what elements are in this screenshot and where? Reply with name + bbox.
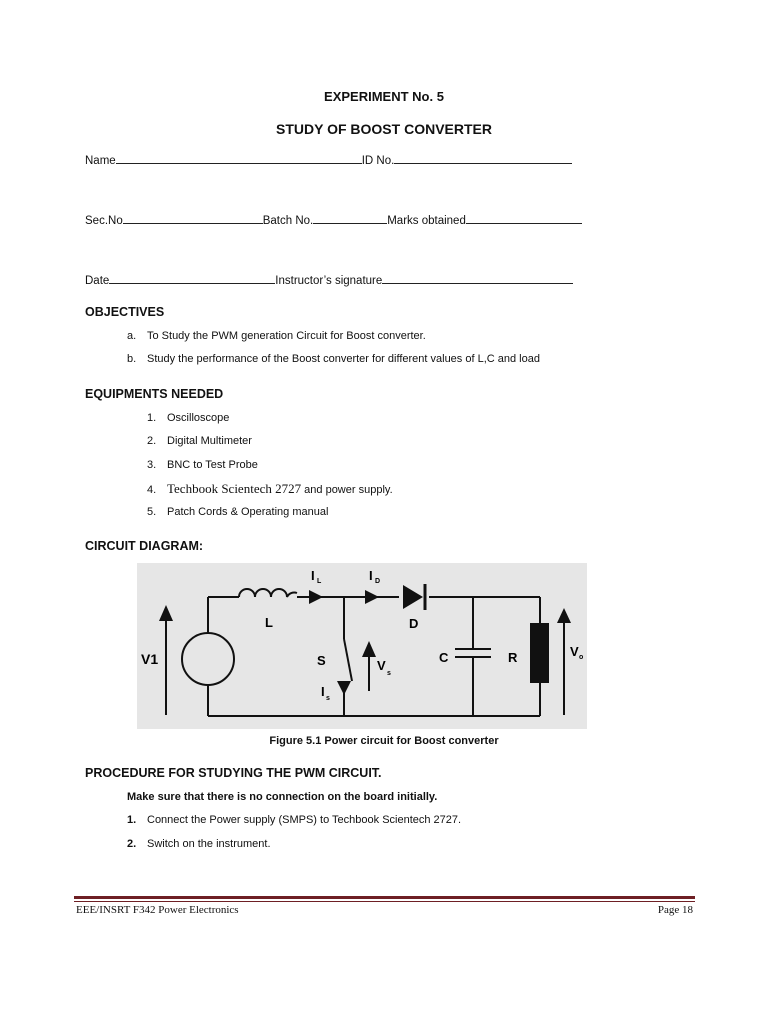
il-sub-label: L <box>317 578 322 585</box>
batch-label: Batch No. <box>262 215 314 227</box>
boost-converter-circuit <box>137 563 587 729</box>
vs-label: V <box>377 658 386 673</box>
equipment-item: 4. Techbook Scientech 2727 and power supply. <box>147 481 393 496</box>
signature-blank[interactable] <box>382 272 573 284</box>
marks-blank[interactable] <box>466 212 582 224</box>
date-blank[interactable] <box>109 272 275 284</box>
footer-rule <box>74 901 695 902</box>
circuit-heading: CIRCUIT DIAGRAM: <box>85 539 204 553</box>
experiment-number: EXPERIMENT No. 5 <box>324 89 444 104</box>
capacitor-label: C <box>439 650 449 665</box>
vo-sub-label: o <box>579 654 584 661</box>
id-label: I <box>369 568 373 583</box>
resistor-label: R <box>508 650 518 665</box>
resistor <box>530 623 549 683</box>
batch-blank[interactable] <box>313 212 387 224</box>
equipments-heading: EQUIPMENTS NEEDED <box>85 387 224 401</box>
equipment-item: 5. Patch Cords & Operating manual <box>147 506 329 518</box>
sec-label: Sec.No <box>85 215 123 227</box>
footer-course: EEE/INSRT F342 Power Electronics <box>76 904 239 916</box>
procedure-note: Make sure that there is no connection on the board initially. <box>127 791 438 803</box>
vs-sub-label: s <box>387 670 391 677</box>
switch-label: S <box>317 653 326 668</box>
equipment-item: 3. BNC to Test Probe <box>147 459 258 471</box>
objective-item: b. Study the performance of the Boost converter for different values of L,C and load <box>127 353 540 365</box>
footer-rule <box>74 896 695 899</box>
figure-caption: Figure 5.1 Power circuit for Boost converter <box>269 735 499 747</box>
diode-label: D <box>409 616 419 631</box>
date-sign-row <box>85 272 573 287</box>
name-blank[interactable] <box>116 152 362 164</box>
is-sub-label: s <box>326 695 330 702</box>
diagram-background <box>137 563 587 729</box>
vo-label: V <box>570 644 579 659</box>
sec-blank[interactable] <box>123 212 263 224</box>
equipment-item: 2. Digital Multimeter <box>147 435 252 447</box>
equipment-item: 1. Oscilloscope <box>147 412 230 424</box>
inductor-label: L <box>265 615 273 630</box>
objective-item: a. To Study the PWM generation Circuit for Boost converter. <box>127 330 426 342</box>
sec-batch-row <box>85 212 582 227</box>
instructor-label: Instructor’s signature <box>275 275 383 287</box>
page-number: Page 18 <box>657 904 693 916</box>
is-label: I <box>321 684 325 699</box>
id-blank[interactable] <box>394 152 572 164</box>
id-label: ID No. <box>361 155 395 167</box>
id-sub-label: D <box>375 578 381 585</box>
procedure-step: 1. Connect the Power supply (SMPS) to Techbook Scientech 2727. <box>127 814 462 826</box>
name-label: Name <box>85 155 116 167</box>
objectives-heading: OBJECTIVES <box>85 305 165 319</box>
experiment-title: STUDY OF BOOST CONVERTER <box>276 121 492 137</box>
procedure-step: 2. Switch on the instrument. <box>127 838 271 850</box>
procedure-heading: PROCEDURE FOR STUDYING THE PWM CIRCUIT. <box>85 766 382 780</box>
name-id-row <box>85 152 572 167</box>
date-label: Date <box>85 275 110 287</box>
marks-label: Marks obtained <box>387 215 466 227</box>
il-label: I <box>311 568 315 583</box>
v1-label: V1 <box>141 651 159 667</box>
